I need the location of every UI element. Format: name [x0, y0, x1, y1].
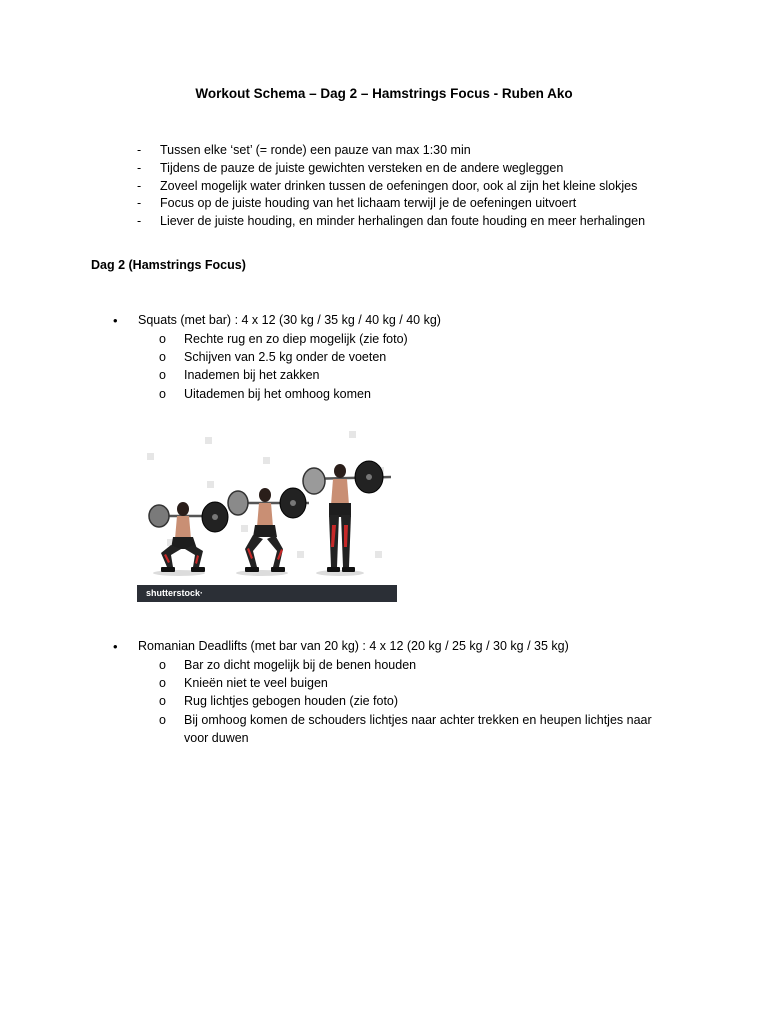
sub-bullet-icon: o	[159, 331, 166, 346]
exercise-name: Squats (met bar) : 4 x 12 (30 kg / 35 kg / 40 kg / 40 kg)	[138, 313, 441, 327]
note-text: Tijdens de pauze de juiste gewichten versteken en de andere wegleggen	[160, 160, 564, 175]
exercise-title	[113, 312, 441, 330]
shutterstock-logo: shutterstock·	[146, 588, 204, 598]
note-text: Knieën niet te veel buigen	[184, 676, 328, 691]
dash-marker: -	[137, 160, 142, 175]
note-text: Inademen bij het zakken	[184, 368, 320, 383]
exercise-notes-list	[159, 656, 679, 747]
squat-photo	[137, 421, 397, 602]
exercise-notes-list	[159, 330, 441, 403]
list-item	[159, 330, 441, 348]
list-item	[137, 142, 645, 160]
photo-watermark-bar	[137, 585, 397, 602]
note-text: Focus op de juiste houding van het lichaam terwijl je de oefeningen uitvoert	[160, 196, 577, 211]
dash-marker: -	[137, 214, 142, 229]
section-heading: Dag 2 (Hamstrings Focus)	[91, 258, 246, 272]
bullet-icon: •	[113, 313, 118, 328]
list-item	[159, 656, 679, 674]
sub-bullet-icon: o	[159, 386, 166, 401]
exercise-name: Romanian Deadlifts (met bar van 20 kg) : 4 x 12 (20 kg / 25 kg / 30 kg / 35 kg)	[138, 639, 569, 653]
note-text: Zoveel mogelijk water drinken tussen de oefeningen door, ook al zijn het kleine slokjes	[160, 178, 638, 193]
exercise-romanian-deadlifts	[113, 638, 679, 747]
sub-bullet-icon: o	[159, 712, 166, 727]
sub-bullet-icon: o	[159, 657, 166, 672]
list-item	[159, 385, 441, 403]
sub-bullet-icon: o	[159, 368, 166, 383]
general-notes-list	[137, 142, 645, 231]
list-item	[159, 692, 679, 710]
note-text: Schijven van 2.5 kg onder de voeten	[184, 350, 387, 365]
note-text: Liever de juiste houding, en minder herhalingen dan foute houding en meer herhalingen	[160, 214, 646, 229]
note-text: Tussen elke ‘set’ (= ronde) een pauze van max 1:30 min	[160, 143, 471, 157]
sub-bullet-icon: o	[159, 676, 166, 691]
dash-marker: -	[137, 143, 142, 157]
note-text: Uitademen bij het omhoog komen	[184, 386, 371, 401]
note-text: Rechte rug en zo diep mogelijk (zie foto)	[184, 331, 408, 346]
list-item	[159, 674, 679, 692]
squat-illustration	[137, 421, 397, 585]
note-text: Bij omhoog komen de schouders lichtjes naar achter trekken en heupen lichtjes naar voor duwen	[184, 712, 652, 745]
exercise-title	[113, 638, 679, 656]
list-item	[137, 178, 645, 196]
list-item	[159, 348, 441, 366]
bullet-icon: •	[113, 639, 118, 654]
sub-bullet-icon: o	[159, 350, 166, 365]
exercise-squats	[113, 312, 441, 403]
document-title: Workout Schema – Dag 2 – Hamstrings Focus - Ruben Ako	[195, 86, 573, 101]
dash-marker: -	[137, 178, 142, 193]
list-item	[159, 711, 679, 748]
sub-bullet-icon: o	[159, 694, 166, 709]
note-text: Rug lichtjes gebogen houden (zie foto)	[184, 694, 399, 709]
dash-marker: -	[137, 196, 142, 211]
list-item	[137, 160, 645, 178]
list-item	[137, 213, 645, 231]
list-item	[137, 195, 645, 213]
note-text: Bar zo dicht mogelijk bij de benen houden	[184, 657, 417, 672]
list-item	[159, 366, 441, 384]
